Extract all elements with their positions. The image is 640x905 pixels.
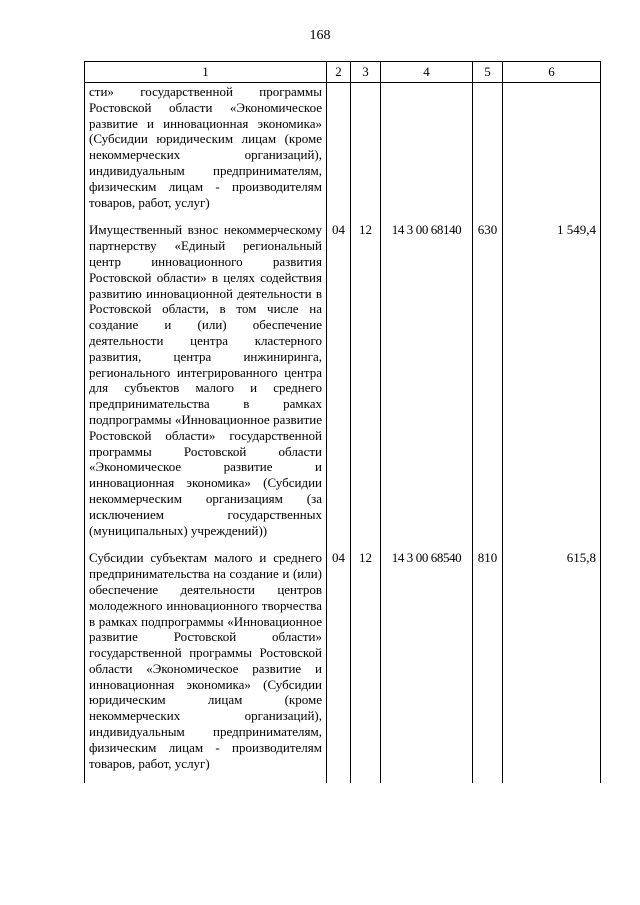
row-target-article bbox=[381, 83, 473, 223]
row-amount bbox=[503, 83, 601, 223]
table-row bbox=[85, 550, 601, 783]
row-target-article: 14 3 00 68540 bbox=[381, 550, 473, 783]
table-row bbox=[85, 83, 601, 223]
row-subsection: 12 bbox=[351, 222, 381, 550]
row-expense-type bbox=[473, 83, 503, 223]
row-section: 04 bbox=[327, 222, 351, 550]
row-description: Имущественный взнос некоммерческому партнерству «Единый региональный центр инновационного развития Ростовской области» в целях содействия развитию инновационной деятельности в Ростовской области, в том числе на создание и (или) обеспечение деятельности центра кластерного развития, центра инжиниринга, регионального интегрированного центра для субъектов малого и среднего предпринимательства в рамках подпрограммы «Инновационное развитие Ростовской области» государственной программы Ростовской области «Экономическое развитие и инновационная экономика» (Субсидии некоммерческим организациям (за исключением государственных (муниципальных) учреждений)) bbox=[85, 222, 327, 550]
header-col-3: 3 bbox=[351, 62, 381, 83]
budget-table bbox=[84, 61, 601, 783]
header-col-5: 5 bbox=[473, 62, 503, 83]
row-subsection: 12 bbox=[351, 550, 381, 783]
row-amount: 615,8 bbox=[503, 550, 601, 783]
header-col-1: 1 bbox=[85, 62, 327, 83]
table-header-row bbox=[85, 62, 601, 83]
row-expense-type: 630 bbox=[473, 222, 503, 550]
row-description: Субсидии субъектам малого и среднего предпринимательства на создание и (или) обеспечение деятельности центров молодежного инновационного творчества в рамках подпрограммы «Инновационное развитие Ростовской области» государственной программы Ростовской области «Экономическое развитие и инновационная экономика» (Субсидии юридическим лицам (кроме некоммерческих организаций), индивидуальным предпринимателям, физическим лицам - производителям товаров, работ, услуг) bbox=[85, 550, 327, 783]
table-row bbox=[85, 222, 601, 550]
row-subsection bbox=[351, 83, 381, 223]
row-amount: 1 549,4 bbox=[503, 222, 601, 550]
row-target-article: 14 3 00 68140 bbox=[381, 222, 473, 550]
header-col-2: 2 bbox=[327, 62, 351, 83]
row-description: сти» государственной программы Ростовской области «Экономическое развитие и инновационная экономика» (Субсидии юридическим лицам (кроме некоммерческих организаций), индивидуальным предпринимателям, физическим лицам - производителям товаров, работ, услуг) bbox=[85, 83, 327, 223]
row-section: 04 bbox=[327, 550, 351, 783]
row-section bbox=[327, 83, 351, 223]
page-number: 168 bbox=[309, 28, 331, 43]
header-col-6: 6 bbox=[503, 62, 601, 83]
row-expense-type: 810 bbox=[473, 550, 503, 783]
header-col-4: 4 bbox=[381, 62, 473, 83]
